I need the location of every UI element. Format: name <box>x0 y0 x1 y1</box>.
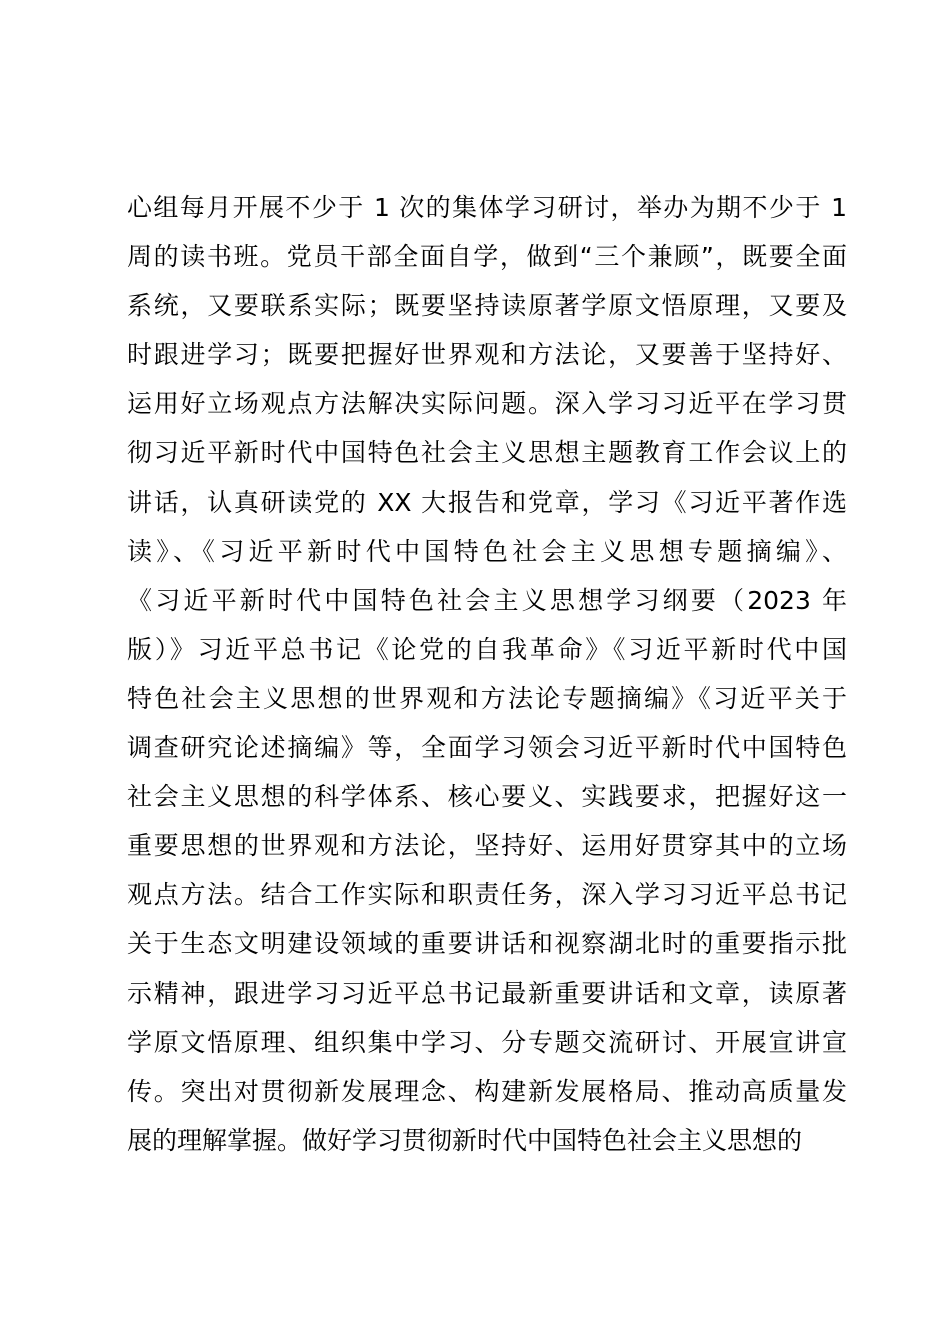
text-line-14: 重要思想的世界观和方法论，坚持好、运用好贯穿其中的立场 <box>127 831 847 861</box>
text-line-9: 《习近平新时代中国特色社会主义思想学习纲要（2023 年 <box>127 585 847 615</box>
text-line-20: 展的理解掌握。做好学习贯彻新时代中国特色社会主义思想的 <box>127 1125 803 1155</box>
text-line-19: 传。突出对贯彻新发展理念、构建新发展格局、推动高质量发 <box>127 1076 847 1106</box>
text-line-8: 读》、《习近平新时代中国特色社会主义思想专题摘编》、 <box>127 536 847 566</box>
text-line-10: 版）》习近平总书记《论党的自我革命》《习近平新时代中国 <box>127 634 847 664</box>
text-line-7: 讲话，认真研读党的 XX 大报告和党章，学习《习近平著作选 <box>127 487 847 517</box>
text-line-6: 彻习近平新时代中国特色社会主义思想主题教育工作会议上的 <box>127 438 847 468</box>
text-line-18: 学原文悟原理、组织集中学习、分专题交流研讨、开展宣讲宣 <box>127 1027 847 1057</box>
text-line-1: 心组每月开展不少于 1 次的集体学习研讨，举办为期不少于 1 <box>127 193 847 222</box>
text-line-15: 观点方法。结合工作实际和职责任务，深入学习习近平总书记 <box>127 880 847 910</box>
text-line-3: 系统，又要联系实际；既要坚持读原著学原文悟原理，又要及 <box>127 291 847 321</box>
text-line-16: 关于生态文明建设领域的重要讲话和视察湖北时的重要指示批 <box>127 929 847 959</box>
text-line-17: 示精神，跟进学习习近平总书记最新重要讲话和文章，读原著 <box>127 978 847 1008</box>
text-line-2: 周的读书班。党员干部全面自学，做到“三个兼顾”，既要全面 <box>127 242 847 272</box>
body-paragraph <box>127 183 847 1165</box>
text-line-11: 特色社会主义思想的世界观和方法论专题摘编》《习近平关于 <box>127 683 847 713</box>
text-line-4: 时跟进学习；既要把握好世界观和方法论，又要善于坚持好、 <box>127 340 847 370</box>
text-line-12: 调查研究论述摘编》等，全面学习领会习近平新时代中国特色 <box>127 733 847 763</box>
text-line-5: 运用好立场观点方法解决实际问题。深入学习习近平在学习贯 <box>127 389 847 419</box>
text-line-13: 社会主义思想的科学体系、核心要义、实践要求，把握好这一 <box>127 782 847 812</box>
